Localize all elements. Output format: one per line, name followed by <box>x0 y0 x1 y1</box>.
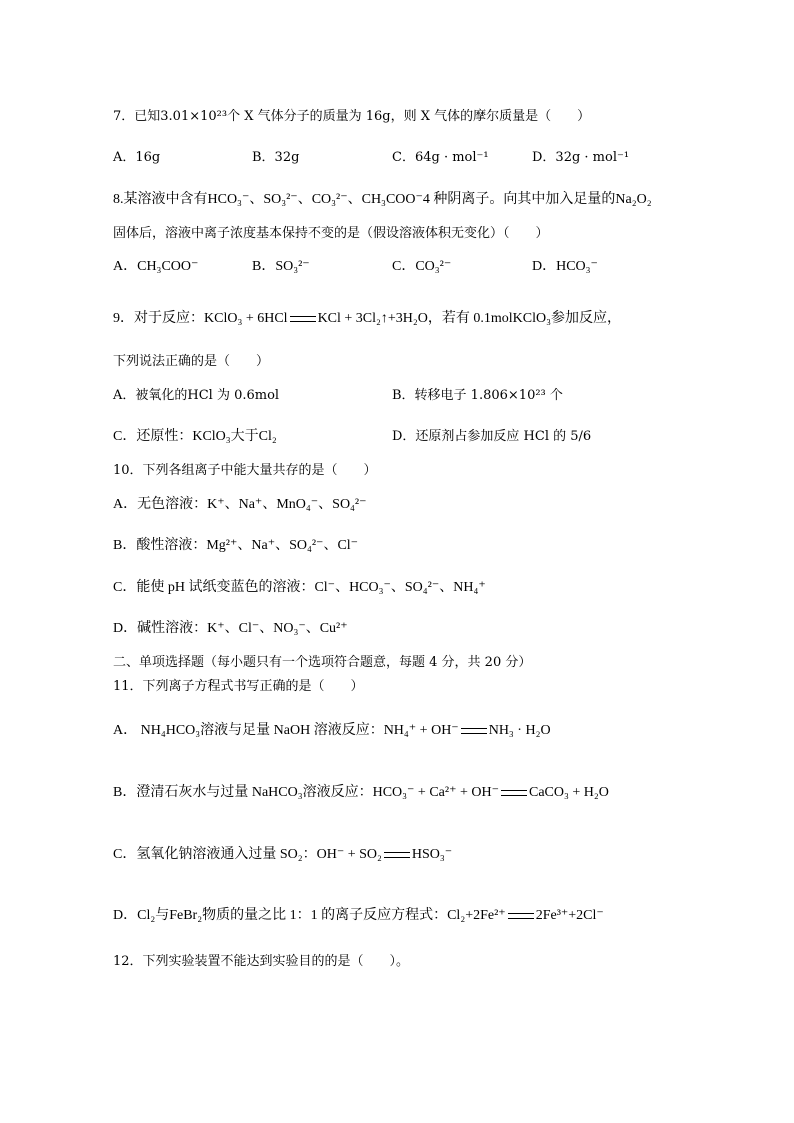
q8-stem-line1: 8.某溶液中含有HCO₃⁻、SO₃²⁻、CO₃²⁻、CH₃COO⁻4 种阴离子。向其中加入足量的Na₂O₂ <box>113 192 652 207</box>
q9-option-c: C．还原性：KClO₃大于Cl₂ <box>113 429 277 444</box>
section-heading: 二、单项选择题（每小题只有一个选项符合题意，每题 4 分，共 20 分） <box>113 655 532 670</box>
equals-sign-icon <box>461 728 487 734</box>
equals-sign-icon <box>290 316 316 322</box>
q7-stem: 7．已知3.01×10²³个 X 气体分子的质量为 16g，则 X 气体的摩尔质量是（ ） <box>113 109 591 124</box>
q11-stem: 11．下列离子方程式书写正确的是（ ） <box>113 679 364 694</box>
q12-stem: 12．下列实验装置不能达到实验目的的是（ ）。 <box>113 954 410 969</box>
q11-option-a-rhs: NH₃ · H₂O <box>488 723 551 738</box>
q10-option-a: A．无色溶液：K⁺、Na⁺、MnO₄⁻、SO₄²⁻ <box>113 497 367 512</box>
q11-option-b-lhs: B．澄清石灰水与过量 NaHCO₃溶液反应：HCO₃⁻ + Ca²⁺ + OH⁻ <box>113 785 499 800</box>
q8-option-d: D．HCO₃⁻ <box>532 259 598 274</box>
q8-option-a: A．CH₃COO⁻ <box>113 259 199 274</box>
q9-option-b: B．转移电子 1.806×10²³ 个 <box>392 388 563 403</box>
q11-option-d-lhs: D．Cl₂与FeBr₂物质的量之比 1：1 的离子反应方程式：Cl₂+2Fe²⁺ <box>113 908 506 923</box>
q11-option-d <box>113 907 604 925</box>
q9-stem <box>113 310 621 328</box>
q11-option-d-rhs: 2Fe³⁺+2Cl⁻ <box>535 908 604 923</box>
q11-option-c-rhs: HSO₃⁻ <box>411 847 453 862</box>
q9-stem-pre: 9．对于反应：KClO₃ + 6HCl <box>113 311 288 326</box>
q9-option-a: A．被氧化的HCl 为 0.6mol <box>113 388 280 403</box>
q10-stem: 10．下列各组离子中能大量共存的是（ ） <box>113 463 377 478</box>
q8-stem-line2: 固体后，溶液中离子浓度基本保持不变的是（假设溶液体积无变化）（ ） <box>113 226 549 241</box>
q8-option-c: C．CO₃²⁻ <box>392 259 452 274</box>
q10-option-b: B．酸性溶液：Mg²⁺、Na⁺、SO₄²⁻、Cl⁻ <box>113 538 359 553</box>
q9-stem-line2: 下列说法正确的是（ ） <box>113 354 270 369</box>
q7-option-a: A．16g <box>113 150 161 165</box>
q9-stem-post: KCl + 3Cl₂↑+3H₂O，若有 0.1molKClO₃参加反应， <box>317 311 622 326</box>
q10-option-c: C．能使 pH 试纸变蓝色的溶液：Cl⁻、HCO₃⁻、SO₄²⁻、NH₄⁺ <box>113 580 486 595</box>
q10-option-d: D．碱性溶液：K⁺、Cl⁻、NO₃⁻、Cu²⁺ <box>113 621 348 636</box>
q8-option-b: B．SO₃²⁻ <box>252 259 310 274</box>
q11-option-b-rhs: CaCO₃ + H₂O <box>528 785 609 800</box>
q7-option-b: B．32g <box>252 150 300 165</box>
q7-option-d: D．32g · mol⁻¹ <box>532 150 630 165</box>
q7-option-c: C．64g · mol⁻¹ <box>392 150 489 165</box>
equals-sign-icon <box>508 913 534 919</box>
equals-sign-icon <box>501 790 527 796</box>
q11-option-c-lhs: C．氢氧化钠溶液通入过量 SO₂：OH⁻ + SO₂ <box>113 847 382 862</box>
q9-option-d: D．还原剂占参加反应 HCl 的 5/6 <box>392 429 592 444</box>
q11-option-c <box>113 846 452 864</box>
q11-option-a <box>113 722 551 740</box>
q11-option-b <box>113 784 609 802</box>
equals-sign-icon <box>384 852 410 858</box>
q11-option-a-lhs: A． NH₄HCO₃溶液与足量 NaOH 溶液反应：NH₄⁺ + OH⁻ <box>113 723 459 738</box>
